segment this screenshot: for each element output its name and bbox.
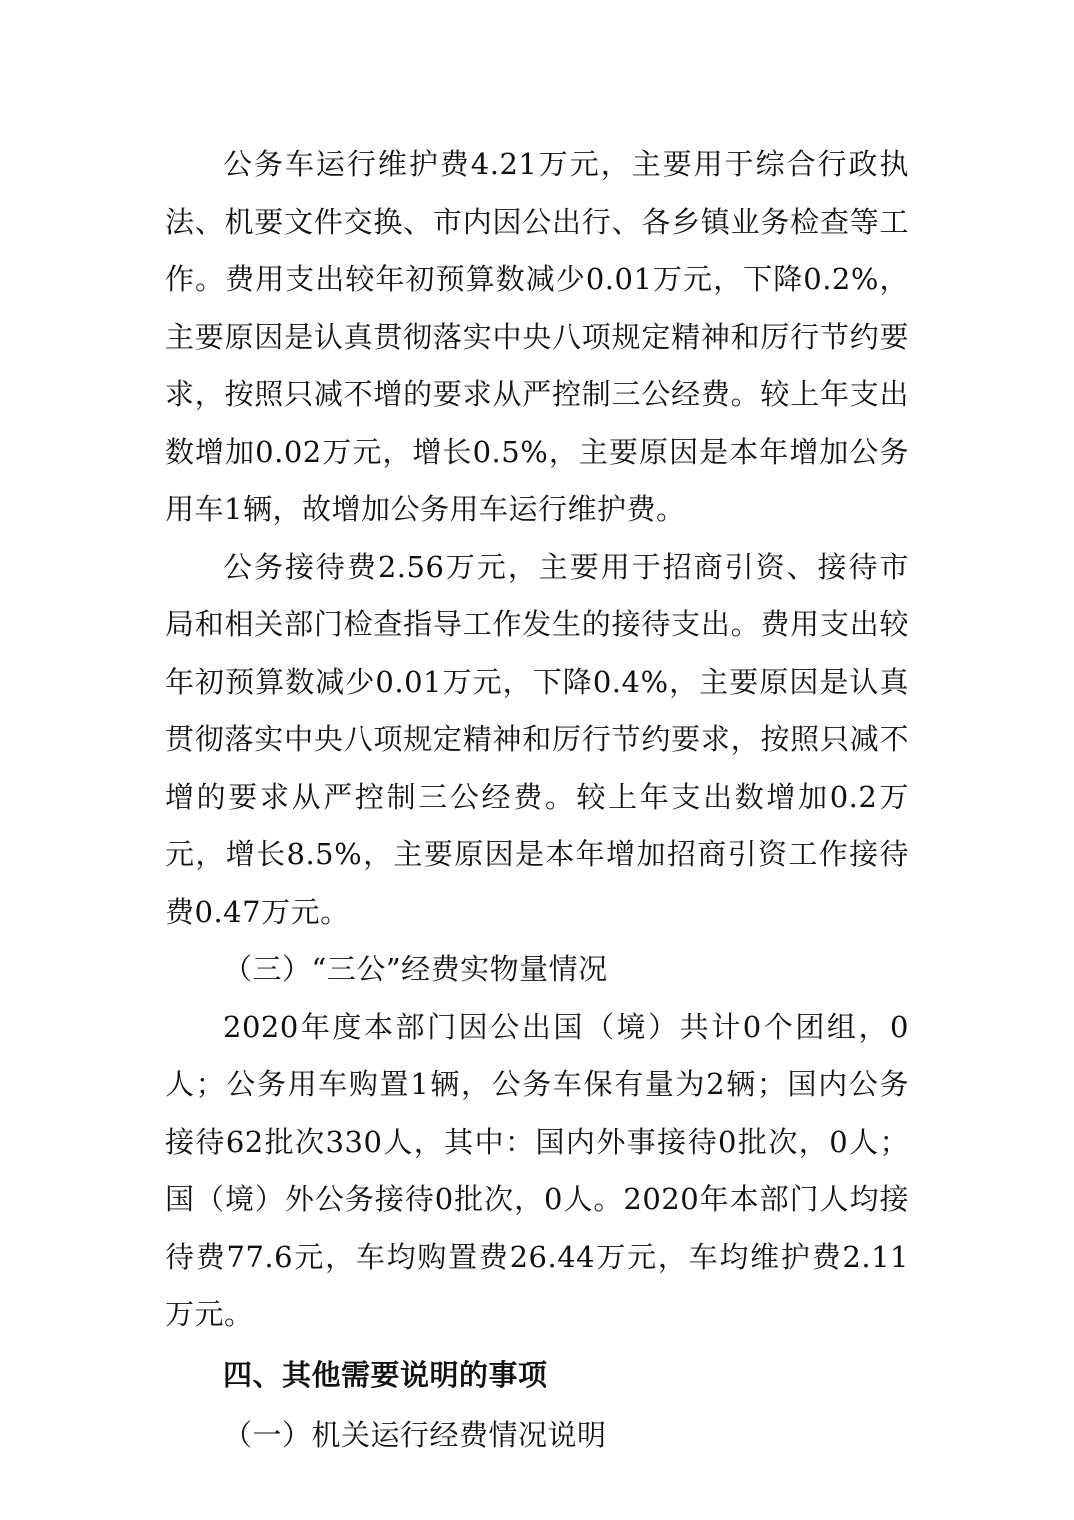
section-heading-physical-quantity: （三）“三公”经费实物量情况 [223, 952, 608, 986]
paragraph-vehicle-maintenance: 公务车运行维护费4.21万元，主要用于综合行政执法、机要文件交换、市内因公出行、各乡镇业务检查等工作。费用支出较年初预算数减少0.01万元，下降0.2%，主要原因是认真贯彻落实中央八项规定精神和厉行节约要求，按照只减不增的要求从严控制三公经费。较上年支出数增加0.02万元，增长0.5%，主要原因是本年增加公务用车1辆，故增加公务用车运行维护费。 [165, 147, 909, 526]
section-heading-other-matters: 四、其他需要说明的事项 [223, 1357, 548, 1392]
paragraph-physical-quantity: 2020年度本部门因公出国（境）共计0个团组，0人；公务用车购置1辆，公务车保有量为2辆；国内公务接待62批次330人，其中：国内外事接待0批次，0人；国（境）外公务接待0批次，0人。2020年本部门人均接待费77.6元，车均购置费26.44万元，车均维护费2.11万元。 [165, 1009, 909, 1331]
subsection-heading-operating-expenses: （一）机关运行经费情况说明 [223, 1418, 607, 1452]
paragraph-official-reception: 公务接待费2.56万元，主要用于招商引资、接待市局和相关部门检查指导工作发生的接待支出。费用支出较年初预算数减少0.01万元，下降0.4%，主要原因是认真贯彻落实中央八项规定精神和厉行节约要求，按照只减不增的要求从严控制三公经费。较上年支出数增加0.2万元，增长8.5%，主要原因是本年增加招商引资工作接待费0.47万元。 [165, 549, 909, 929]
